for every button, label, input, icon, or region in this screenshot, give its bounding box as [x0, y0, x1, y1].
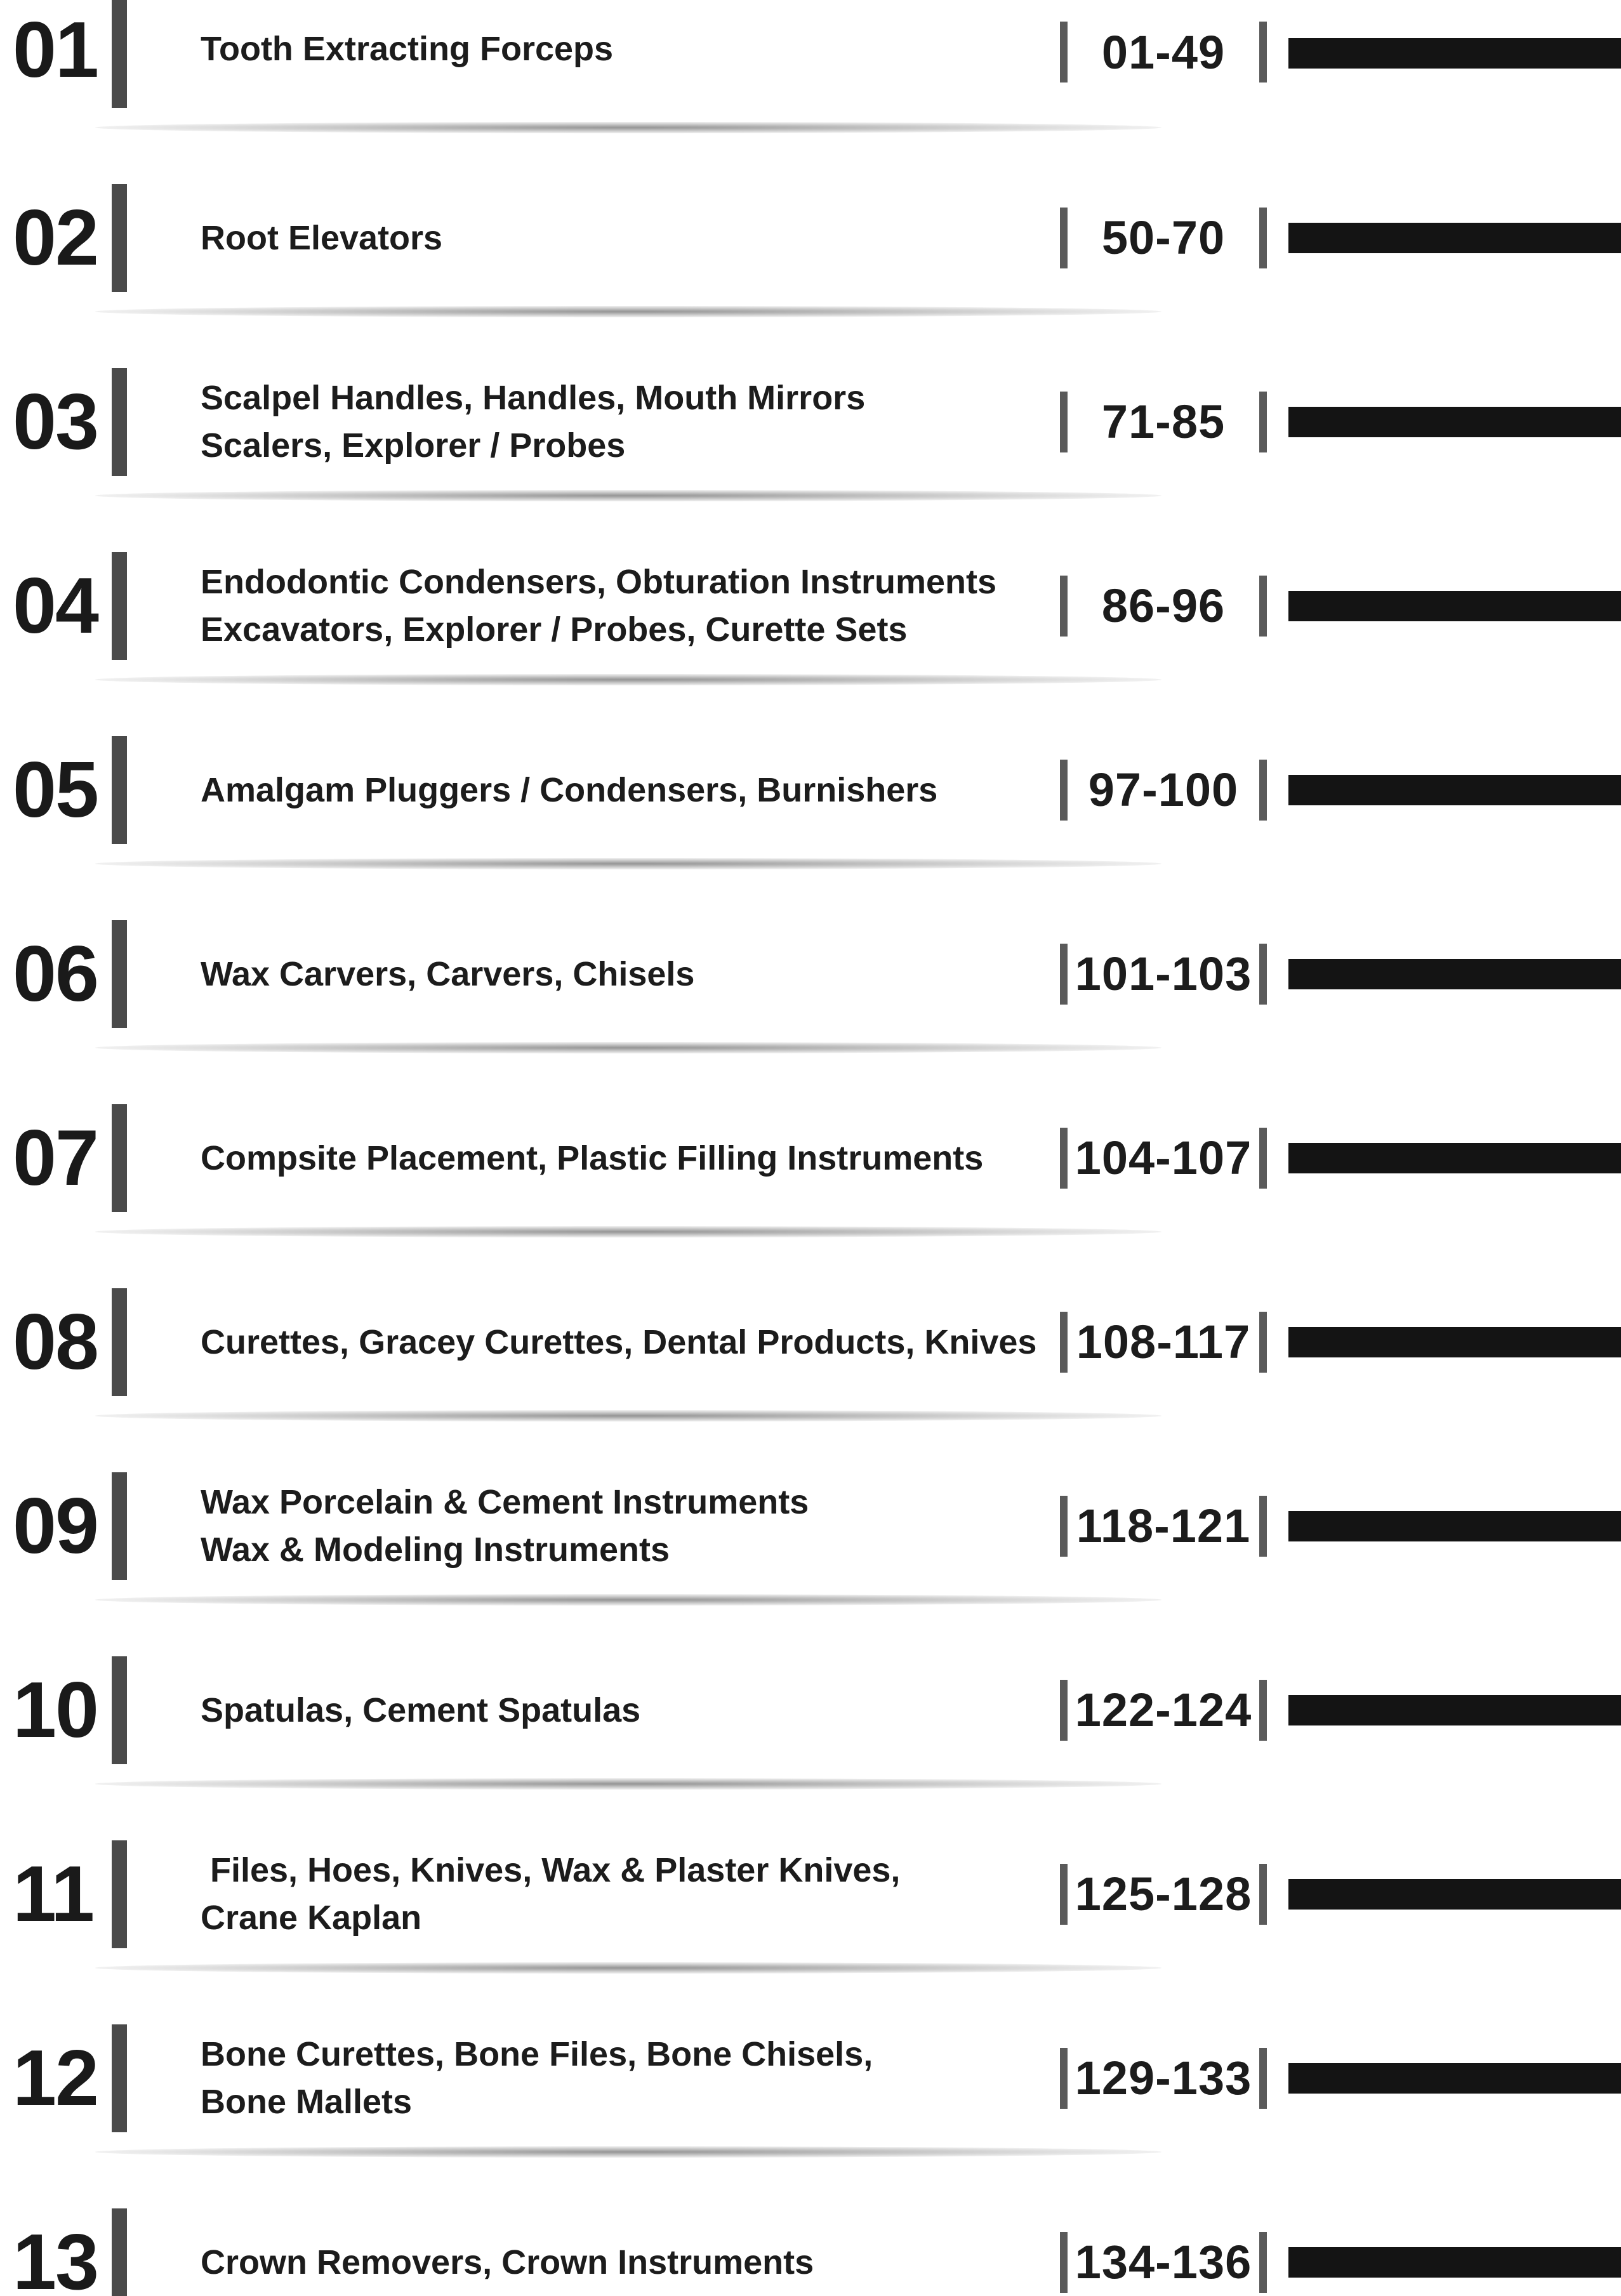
page-range-right-bar	[1259, 576, 1267, 637]
row-shadow-divider	[95, 1962, 1161, 1974]
row-shadow-divider	[95, 1410, 1161, 1422]
page-range-right-bar	[1259, 1680, 1267, 1741]
chapter-title	[201, 920, 1051, 1028]
chapter-number: 05	[13, 746, 98, 834]
leader-bar	[1288, 2247, 1621, 2278]
toc-row-02[interactable]	[0, 184, 1621, 368]
page-range-left-bar	[1060, 760, 1068, 821]
chapter-title	[201, 2208, 1051, 2296]
page-range-left-bar	[1060, 1680, 1068, 1741]
number-divider	[112, 1288, 127, 1396]
chapter-title-line-1: Bone Curettes, Bone Files, Bone Chisels,	[201, 2035, 873, 2073]
page-range-right-bar	[1259, 22, 1267, 82]
row-shadow-divider	[95, 122, 1161, 133]
chapter-title	[201, 184, 1051, 292]
chapter-title	[201, 2024, 1051, 2132]
page-range: 50-70	[1101, 211, 1226, 264]
chapter-title-line-1: Tooth Extracting Forceps	[201, 29, 614, 68]
page-range: 104-107	[1075, 1132, 1252, 1184]
leader-bar	[1288, 2063, 1621, 2094]
page-range: 122-124	[1075, 1684, 1252, 1736]
page-range-left-bar	[1060, 208, 1068, 268]
chapter-number: 08	[13, 1298, 98, 1386]
row-shadow-divider	[95, 1042, 1161, 1053]
chapter-title	[201, 1840, 1051, 1948]
chapter-title-line-1: Endodontic Condensers, Obturation Instruments	[201, 563, 997, 601]
leader-bar	[1288, 959, 1621, 989]
chapter-number: 06	[13, 930, 98, 1018]
page-range: 108-117	[1076, 1316, 1251, 1368]
toc-row-05[interactable]	[0, 736, 1621, 920]
page-range: 71-85	[1101, 395, 1226, 448]
toc-row-10[interactable]	[0, 1656, 1621, 1840]
toc-row-08[interactable]	[0, 1288, 1621, 1472]
page-range-right-bar	[1259, 760, 1267, 821]
page-range-left-bar	[1060, 944, 1068, 1005]
page-range: 86-96	[1101, 579, 1226, 632]
page-range-right-bar	[1259, 1864, 1267, 1925]
chapter-title	[201, 0, 1051, 103]
leader-bar	[1288, 1695, 1621, 1725]
page-range-left-bar	[1060, 1312, 1068, 1373]
row-shadow-divider	[95, 1594, 1161, 1606]
chapter-title-line-2: Scalers, Explorer / Probes	[201, 426, 626, 465]
number-divider	[112, 736, 127, 844]
chapter-title	[201, 1656, 1051, 1764]
page-range: 129-133	[1075, 2052, 1252, 2104]
chapter-title-line-2: Bone Mallets	[201, 2083, 413, 2121]
leader-bar	[1288, 407, 1621, 437]
page-range-left-bar	[1060, 22, 1068, 82]
row-shadow-divider	[95, 858, 1161, 869]
page-range-right-bar	[1259, 944, 1267, 1005]
leader-bar	[1288, 591, 1621, 621]
row-shadow-divider	[95, 490, 1161, 501]
page-range-right-bar	[1259, 392, 1267, 452]
page-range: 101-103	[1075, 947, 1252, 1000]
chapter-title-line-1: Wax Carvers, Carvers, Chisels	[201, 954, 695, 993]
page-range: 118-121	[1076, 1500, 1251, 1552]
chapter-number: 03	[13, 378, 98, 466]
page-range-right-bar	[1259, 208, 1267, 268]
toc-row-11[interactable]	[0, 1840, 1621, 2024]
toc-row-12[interactable]	[0, 2024, 1621, 2208]
chapter-title	[201, 736, 1051, 844]
toc-row-03[interactable]	[0, 368, 1621, 552]
number-divider	[112, 920, 127, 1028]
number-divider	[112, 1104, 127, 1212]
number-divider	[112, 2024, 127, 2132]
chapter-number: 12	[13, 2035, 98, 2122]
number-divider	[112, 184, 127, 292]
row-shadow-divider	[95, 1778, 1161, 1790]
number-divider	[112, 368, 127, 476]
page-range-right-bar	[1259, 2048, 1267, 2109]
chapter-number: 10	[13, 1666, 98, 1754]
number-divider	[112, 1472, 127, 1580]
page-range-left-bar	[1060, 2048, 1068, 2109]
page-range-left-bar	[1060, 1496, 1068, 1557]
page-range: 125-128	[1075, 1868, 1252, 1920]
chapter-title-line-1: Scalpel Handles, Handles, Mouth Mirrors	[201, 379, 866, 417]
page-range-right-bar	[1259, 1312, 1267, 1373]
chapter-title	[201, 1472, 1051, 1580]
number-divider	[112, 552, 127, 660]
number-divider	[112, 0, 127, 108]
page-range-left-bar	[1060, 1864, 1068, 1925]
number-divider	[112, 2208, 127, 2296]
leader-bar	[1288, 38, 1621, 69]
leader-bar	[1288, 223, 1621, 253]
toc-row-07[interactable]	[0, 1104, 1621, 1288]
toc-row-13[interactable]	[0, 2208, 1621, 2296]
chapter-number: 11	[13, 1851, 94, 1938]
chapter-title	[201, 1288, 1051, 1396]
chapter-title-line-1: Root Elevators	[201, 218, 443, 257]
chapter-title-line-1: Compsite Placement, Plastic Filling Instruments	[201, 1138, 984, 1177]
row-shadow-divider	[95, 674, 1161, 685]
toc-row-06[interactable]	[0, 920, 1621, 1104]
page-range-right-bar	[1259, 2232, 1267, 2293]
page-range-right-bar	[1259, 1496, 1267, 1557]
toc-row-01[interactable]	[0, 0, 1621, 184]
chapter-title-line-1: Amalgam Pluggers / Condensers, Burnishers	[201, 770, 938, 809]
chapter-title	[201, 552, 1051, 660]
page-range-left-bar	[1060, 1128, 1068, 1189]
chapter-title-line-2: Excavators, Explorer / Probes, Curette Sets	[201, 610, 908, 649]
page-range-left-bar	[1060, 576, 1068, 637]
toc-row-04[interactable]	[0, 552, 1621, 736]
chapter-title-line-2: Wax & Modeling Instruments	[201, 1531, 670, 1569]
page-range-left-bar	[1060, 2232, 1068, 2293]
chapter-title-line-1: Files, Hoes, Knives, Wax & Plaster Knives,	[201, 1851, 901, 1889]
page-range-left-bar	[1060, 392, 1068, 452]
leader-bar	[1288, 1879, 1621, 1910]
page-range-right-bar	[1259, 1128, 1267, 1189]
chapter-number: 01	[13, 6, 98, 94]
page-range: 97-100	[1088, 763, 1239, 816]
leader-bar	[1288, 1327, 1621, 1357]
chapter-title	[201, 368, 1051, 476]
chapter-number: 02	[13, 194, 98, 282]
number-divider	[112, 1656, 127, 1764]
page-range: 134-136	[1075, 2236, 1252, 2288]
number-divider	[112, 1840, 127, 1948]
chapter-title-line-1: Curettes, Gracey Curettes, Dental Products, Knives	[201, 1323, 1037, 1361]
page-range: 01-49	[1101, 26, 1226, 79]
leader-bar	[1288, 1143, 1621, 1173]
chapter-number: 13	[13, 2219, 98, 2296]
chapter-title	[201, 1104, 1051, 1212]
chapter-title-line-1: Spatulas, Cement Spatulas	[201, 1691, 641, 1729]
chapter-number: 09	[13, 1482, 98, 1570]
row-shadow-divider	[95, 2146, 1161, 2158]
chapter-title-line-1: Crown Removers, Crown Instruments	[201, 2243, 814, 2281]
toc-row-09[interactable]	[0, 1472, 1621, 1656]
chapter-number: 07	[13, 1114, 98, 1202]
row-shadow-divider	[95, 1226, 1161, 1237]
chapter-title-line-2: Crane Kaplan	[201, 1899, 422, 1937]
row-shadow-divider	[95, 306, 1161, 317]
chapter-number: 04	[13, 562, 98, 650]
leader-bar	[1288, 775, 1621, 805]
leader-bar	[1288, 1511, 1621, 1541]
chapter-title-line-1: Wax Porcelain & Cement Instruments	[201, 1483, 809, 1521]
